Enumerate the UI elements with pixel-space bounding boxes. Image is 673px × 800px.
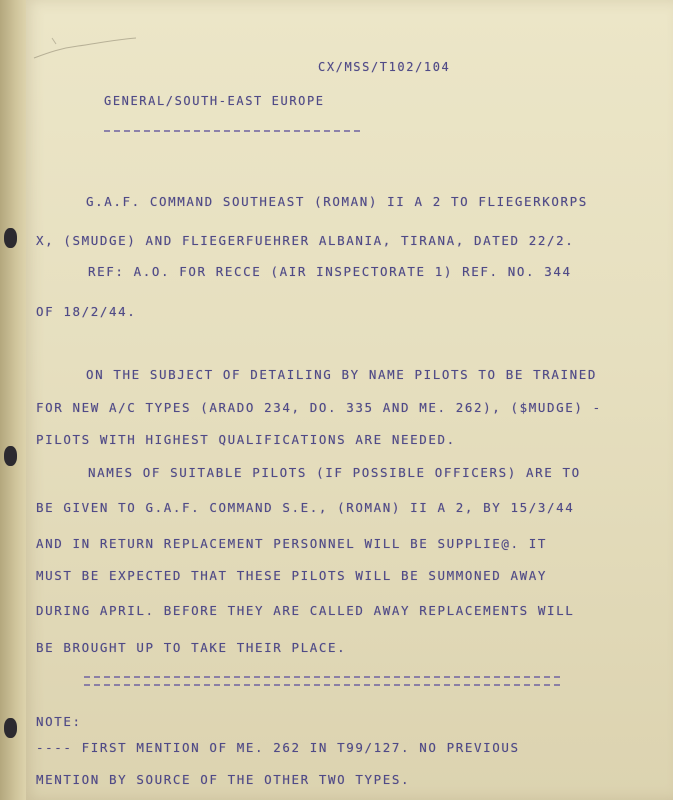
note-line: MENTION BY SOURCE OF THE OTHER TWO TYPES. [36, 772, 411, 787]
paragraph1-line: X, (SMUDGE) AND FLIEGERFUEHRER ALBANIA, TIRANA, DATED 22/2. [36, 233, 575, 248]
binding-edge [0, 0, 26, 800]
paragraph1-line: REF: A.O. FOR RECCE (AIR INSPECTORATE 1) REF. NO. 344 [88, 264, 572, 279]
paragraph3-line: DURING APRIL. BEFORE THEY ARE CALLED AWAY REPLACEMENTS WILL [36, 603, 575, 618]
binding-hole-icon [4, 228, 17, 248]
note-line: ---- FIRST MENTION OF ME. 262 IN T99/127. NO PREVIOUS [36, 740, 520, 755]
pencil-scribble-icon [32, 30, 152, 64]
reference-number: CX/MSS/T102/104 [318, 60, 451, 74]
paragraph2-line: FOR NEW A/C TYPES (ARADO 234, DO. 335 AND ME. 262), ($MUDGE) - [36, 400, 602, 415]
paragraph1-line: G.A.F. COMMAND SOUTHEAST (ROMAN) II A 2 TO FLIEGERKORPS [86, 194, 588, 209]
paragraph3-line: BE GIVEN TO G.A.F. COMMAND S.E., (ROMAN) II A 2, BY 15/3/44 [36, 500, 575, 515]
paragraph3-line: AND IN RETURN REPLACEMENT PERSONNEL WILL BE SUPPLIE@. IT [36, 536, 548, 551]
heading-underline [104, 130, 360, 132]
section-divider [84, 676, 560, 678]
section-divider [84, 684, 560, 686]
paragraph2-line: ON THE SUBJECT OF DETAILING BY NAME PILOTS TO BE TRAINED [86, 367, 598, 382]
paragraph3-line: NAMES OF SUITABLE PILOTS (IF POSSIBLE OFFICERS) ARE TO [88, 465, 581, 480]
paragraph2-line: PILOTS WITH HIGHEST QUALIFICATIONS ARE NEEDED. [36, 432, 456, 447]
paragraph1-line: OF 18/2/44. [36, 304, 137, 319]
page-heading: GENERAL/SOUTH-EAST EUROPE [104, 94, 325, 108]
paragraph3-line: BE BROUGHT UP TO TAKE THEIR PLACE. [36, 640, 347, 655]
binding-hole-icon [4, 718, 17, 738]
paragraph3-line: MUST BE EXPECTED THAT THESE PILOTS WILL BE SUMMONED AWAY [36, 568, 548, 583]
note-label: NOTE: [36, 714, 82, 729]
binding-hole-icon [4, 446, 17, 466]
